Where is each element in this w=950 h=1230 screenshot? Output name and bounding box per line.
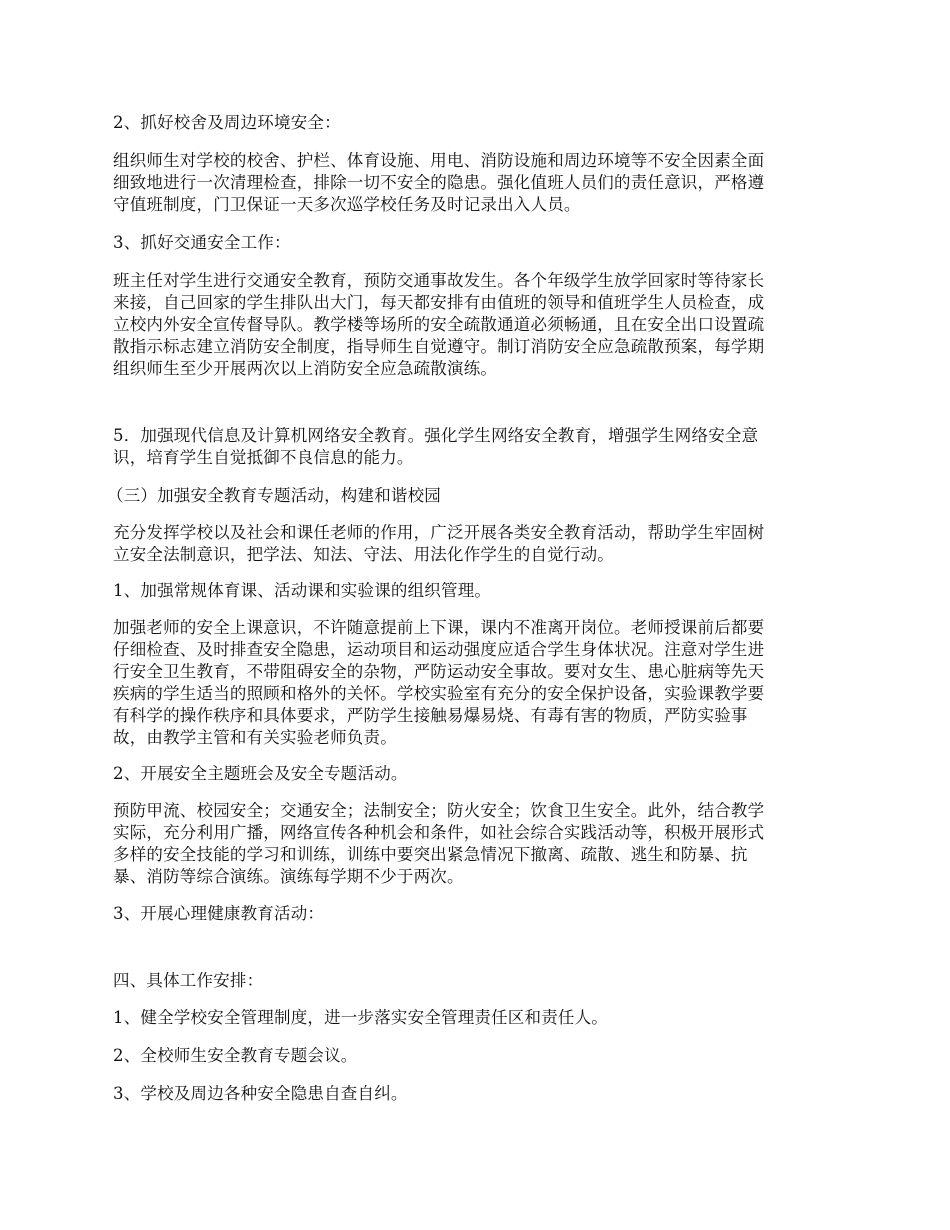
paragraph-line: 仔细检查、及时排查安全隐患，运动项目和运动强度应适合学生身体状况。注意对学生进 bbox=[113, 640, 765, 659]
paragraph-line: 组织师生对学校的校舍、护栏、体育设施、用电、消防设施和周边环境等不安全因素全面 bbox=[113, 151, 765, 170]
paragraph-line: 组织师生至少开展两次以上消防安全应急疏散演练。 bbox=[113, 359, 498, 378]
paragraph-line: 有科学的操作秩序和具体要求，严防学生接触易爆易烧、有毒有害的物质，严防实验事 bbox=[113, 706, 748, 725]
heading-mental-health: 3、开展心理健康教育活动： bbox=[113, 904, 325, 923]
heading-campus-safety: 2、抓好校舍及周边环境安全： bbox=[113, 113, 341, 132]
paragraph-line: 立安全法制意识，把学法、知法、守法、用法化作学生的自觉行动。 bbox=[113, 545, 614, 564]
heading-traffic-safety: 3、抓好交通安全工作： bbox=[113, 233, 291, 252]
list-item: 2、全校师生安全教育专题会议。 bbox=[113, 1046, 358, 1065]
heading-network-safety: 5．加强现代信息及计算机网络安全教育。强化学生网络安全教育，增强学生网络安全意 bbox=[113, 426, 759, 445]
section-heading-four: 四、具体工作安排： bbox=[113, 971, 264, 990]
paragraph-line: 预防甲流、校园安全；交通安全；法制安全；防火安全；饮食卫生安全。此外，结合教学 bbox=[113, 801, 765, 820]
paragraph-line: 班主任对学生进行交通安全教育，预防交通事故发生。各个年级学生放学回家时等待家长 bbox=[113, 271, 765, 290]
paragraph-line: 故，由教学主管和有关实验老师负责。 bbox=[113, 728, 397, 747]
paragraph-line: 充分发挥学校以及社会和课任老师的作用，广泛开展各类安全教育活动，帮助学生牢固树 bbox=[113, 523, 765, 542]
heading-class-meetings: 2、开展安全主题班会及安全专题活动。 bbox=[113, 764, 408, 783]
paragraph-line: 疾病的学生适当的照顾和格外的关怀。学校实验室有充分的安全保护设备，实验课教学要 bbox=[113, 684, 765, 703]
paragraph-line: 细致地进行一次清理检查，排除一切不安全的隐患。强化值班人员们的责任意识，严格遵 bbox=[113, 173, 765, 192]
section-heading-three: （三）加强安全教育专题活动，构建和谐校园 bbox=[107, 486, 441, 505]
paragraph-line: 来接，自己回家的学生排队出大门，每天都安排有由值班的领导和值班学生人员检查，成 bbox=[113, 293, 765, 312]
paragraph-line: 立校内外安全宣传督导队。教学楼等场所的安全疏散通道必须畅通，且在安全出口设置疏 bbox=[113, 315, 765, 334]
paragraph-line: 守值班制度，门卫保证一天多次巡学校任务及时记录出入人员。 bbox=[113, 195, 581, 214]
heading-pe-lab-management: 1、加强常规体育课、活动课和实验课的组织管理。 bbox=[113, 581, 492, 600]
paragraph-line: 多样的安全技能的学习和训练，训练中要突出紧急情况下撤离、疏散、逃生和防暴、抗 bbox=[113, 845, 748, 864]
paragraph-line: 行安全卫生教育，不带阻碍安全的杂物，严防运动安全事故。要对女生、患心脏病等先天 bbox=[113, 662, 765, 681]
paragraph-line: 暴、消防等综合演练。演练每学期不少于两次。 bbox=[113, 867, 464, 886]
paragraph-line: 散指示标志建立消防安全制度，指导师生自觉遵守。制订消防安全应急疏散预案，每学期 bbox=[113, 337, 765, 356]
paragraph-line: 识，培育学生自觉抵御不良信息的能力。 bbox=[113, 448, 414, 467]
list-item: 3、学校及周边各种安全隐患自查自纠。 bbox=[113, 1084, 408, 1103]
paragraph-line: 实际，充分利用广播，网络宣传各种机会和条件，如社会综合实践活动等，积极开展形式 bbox=[113, 823, 765, 842]
paragraph-line: 加强老师的安全上课意识，不许随意提前上下课，课内不准离开岗位。老师授课前后都要 bbox=[113, 618, 765, 637]
list-item: 1、健全学校安全管理制度，进一步落实安全管理责任区和责任人。 bbox=[113, 1008, 608, 1027]
